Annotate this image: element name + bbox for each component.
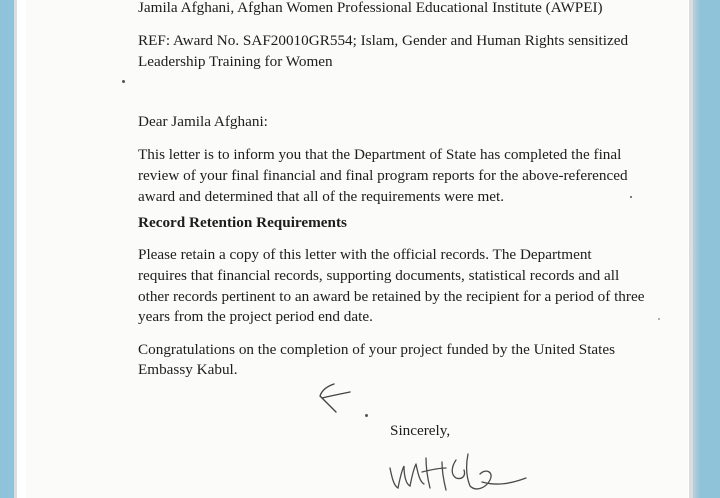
paragraph1-line-1: This letter is to inform you that the Department of State has completed the final	[138, 146, 622, 163]
handwritten-signature	[386, 448, 536, 498]
paragraph2-line-4: years from the project period end date.	[138, 308, 373, 325]
ref-line-1: REF: Award No. SAF20010GR554; Islam, Gender and Human Rights sensitized	[138, 32, 629, 49]
letter-page	[26, 0, 688, 498]
closing: Sincerely,	[390, 422, 451, 439]
paragraph2-line-3: other records pertinent to an award be retained by the recipient for a period of three	[138, 288, 645, 305]
ref-line-2: Leadership Training for Women	[138, 53, 333, 70]
paragraph3-line-1: Congratulations on the completion of your project funded by the United States	[138, 341, 616, 358]
pen-mark-initial	[314, 378, 364, 420]
section-heading: Record Retention Requirements	[138, 214, 347, 231]
paragraph1-line-2: review of your final financial and final program reports for the above-referenced	[138, 167, 628, 184]
scan-speck	[365, 414, 368, 417]
paragraph2-line-1: Please retain a copy of this letter with the official records. The Department	[138, 246, 592, 263]
scan-speck	[122, 80, 125, 83]
scan-speck	[630, 196, 632, 198]
addressee-line: Jamila Afghani, Afghan Women Professional Educational Institute (AWPEI)	[138, 0, 603, 16]
paragraph3-line-2: Embassy Kabul.	[138, 361, 238, 378]
salutation: Dear Jamila Afghani:	[138, 113, 268, 130]
paragraph2-line-2: requires that financial records, supporting documents, statistical records and all	[138, 267, 620, 284]
paragraph1-line-3: award and determined that all of the requirements were met.	[138, 188, 505, 205]
scan-speck	[658, 318, 660, 320]
